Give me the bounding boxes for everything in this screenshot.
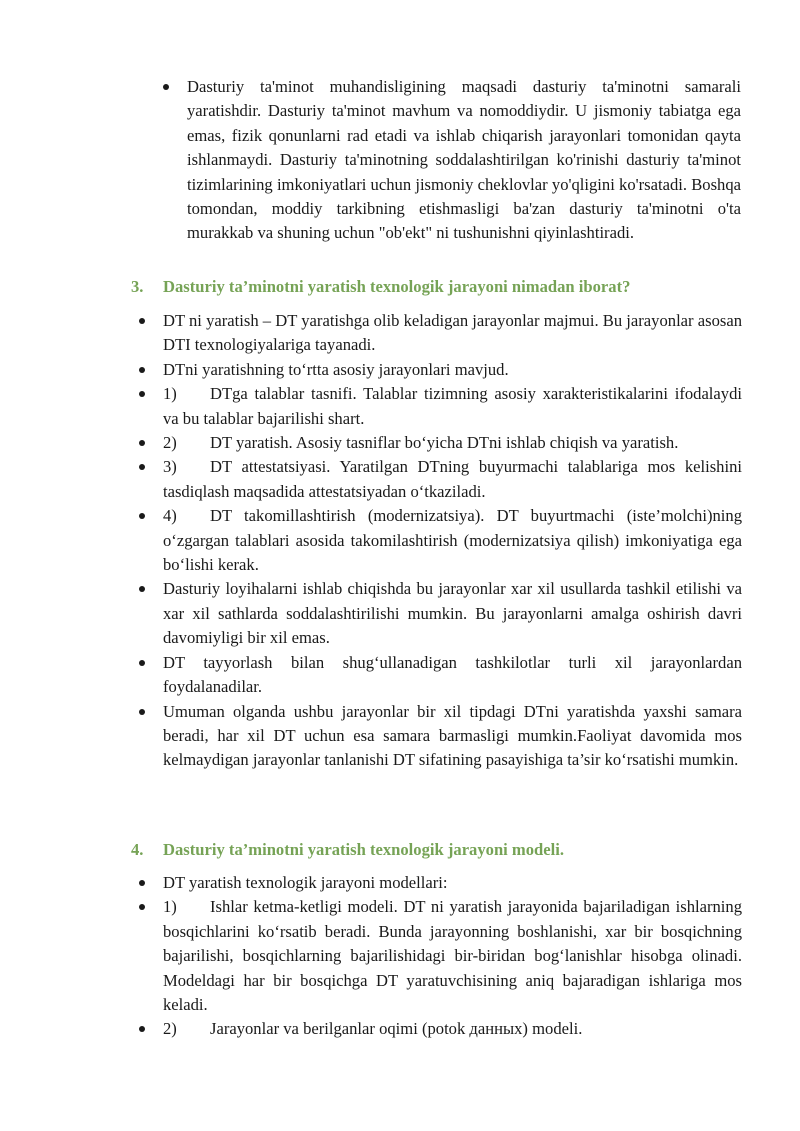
list-item xyxy=(163,382,742,431)
list-item xyxy=(187,75,741,246)
list-item-text: DT tayyorlash bilan shug‘ullanadigan tashkilotlar turli xil jarayonlardan foydalanadilar. xyxy=(163,652,742,697)
intro-list xyxy=(0,75,800,246)
bullet-icon xyxy=(139,318,145,324)
list-item xyxy=(163,700,742,773)
section-3-number: 3. xyxy=(131,277,144,296)
list-item xyxy=(163,871,742,895)
list-item xyxy=(163,504,742,577)
bullet-icon xyxy=(139,904,145,910)
list-item-text: Dasturiy loyihalarni ishlab chiqishda bu jarayonlar xar xil usullarda tashkil etilishi va xar xil sathlarda soddalashtirilishi mumkin. Bu jarayonlarni amalga oshirish davri davomiyligi bir xil emas. xyxy=(163,579,742,648)
list-item xyxy=(163,651,742,700)
section-4-number: 4. xyxy=(131,840,144,859)
bullet-icon xyxy=(139,367,145,373)
item-number: 4) xyxy=(163,506,177,526)
section-3-list xyxy=(0,309,800,773)
list-item xyxy=(163,309,742,358)
list-item-text: Ishlar ketma-ketligi modeli. DT ni yaratish jarayonida bajariladigan ishlarning bosqichlarini ko‘rsatib beradi. Bunda jarayonning boshlanishi, xar bir bosqichning bajarilishi, bosqichlarning bajarilishidagi bir-biridan bog‘lanishlar hisobga olinadi. Modeldagi har bir bosqichga DT yaratuvchisining aniq bajaradigan ishlariga mos keladi. xyxy=(163,897,742,1015)
bullet-icon xyxy=(139,513,145,519)
bullet-icon xyxy=(139,464,145,470)
bullet-icon xyxy=(163,84,169,90)
item-number: 2) xyxy=(163,433,177,453)
list-item xyxy=(163,358,742,382)
list-item-text: DT yaratish. Asosiy tasniflar bo‘yicha DTni ishlab chiqish va yaratish. xyxy=(210,433,679,453)
list-item-text: DT ni yaratish – DT yaratishga olib keladigan jarayonlar majmui. Bu jarayonlar asosan DTI texnologiyalariga tayanadi. xyxy=(163,311,742,355)
item-number: 1) xyxy=(163,384,177,404)
bullet-icon xyxy=(139,660,145,666)
list-item xyxy=(163,431,742,455)
list-item-text: Dasturiy ta'minot muhandisligining maqsadi dasturiy ta'minotni samarali yaratishdir. Dasturiy ta'minot mavhum va nomoddiydir. U jismoniy tabiatga ega emas, fizik qonunlarni rad etadi va ishlab chiqarish jarayonlari tomonidan qayta ishlanmaydi. Dasturiy ta'minotning soddalashtirilgan ko'rinishi dasturiy ta'minot tizimlarining imkoniyatlari uchun jismoniy cheklovlar yo'qligini ko'rsatadi. Boshqa tomondan, moddiy tarkibning etishmasligi ba'zan dasturiy ta'minotni o'ta murakkab va shuning uchun "ob'ekt" ni tushunishni qiyinlashtiradi. xyxy=(187,77,741,243)
list-item-text: DT takomillashtirish (modernizatsiya). DT buyurtmachi (iste’molchi)ning o‘zgargan talablari asosida takomilashtirish (modernizatsiya qilish) imkoniyatiga ega bo‘lishi kerak. xyxy=(163,506,742,575)
list-item-text: Umuman olganda ushbu jarayonlar bir xil tipdagi DTni yaratishda yaxshi samara beradi, har xil DT uchun esa samara barmasligi mumkin.Faoliyat davomida mos kelmaydigan jarayonlar tanlanishi DT sifatining pasayishiga ta’sir ko‘rsatishi mumkin. xyxy=(163,701,742,770)
list-item-text: DT attestatsiyasi. Yaratilgan DTning buyurmachi talablariga mos kelishini tasdiqlash maqsadida attestatsiyadan o‘tkaziladi. xyxy=(163,457,742,501)
section-3-title: Dasturiy ta’minotni yaratish texnologik jarayoni nimadan iborat? xyxy=(163,277,631,296)
item-number: 3) xyxy=(163,457,177,477)
bullet-icon xyxy=(139,586,145,592)
bullet-icon xyxy=(139,709,145,715)
list-item xyxy=(163,1017,742,1041)
list-item-text: DT yaratish texnologik jarayoni modellari: xyxy=(163,873,448,892)
list-item xyxy=(163,895,742,1017)
list-item-text: DTga talablar tasnifi. Talablar tizimning asosiy xarakteristikalarini ifodalaydi va bu talablar bajarilishi shart. xyxy=(163,384,742,428)
list-item xyxy=(163,577,742,650)
list-item-text: DTni yaratishning to‘rtta asosiy jarayonlari mavjud. xyxy=(163,359,509,379)
item-number: 1) xyxy=(163,897,177,917)
section-3-heading xyxy=(131,275,751,299)
section-4-list xyxy=(0,871,800,1042)
item-number: 2) xyxy=(163,1019,177,1039)
list-item xyxy=(163,455,742,504)
bullet-icon xyxy=(139,1026,145,1032)
list-item-text: Jarayonlar va berilganlar oqimi (potok данных) modeli. xyxy=(210,1019,583,1039)
bullet-icon xyxy=(139,880,145,886)
bullet-icon xyxy=(139,391,145,397)
bullet-icon xyxy=(139,440,145,446)
section-4-heading xyxy=(131,838,751,862)
section-4-title: Dasturiy ta’minotni yaratish texnologik jarayoni modeli. xyxy=(163,840,565,859)
